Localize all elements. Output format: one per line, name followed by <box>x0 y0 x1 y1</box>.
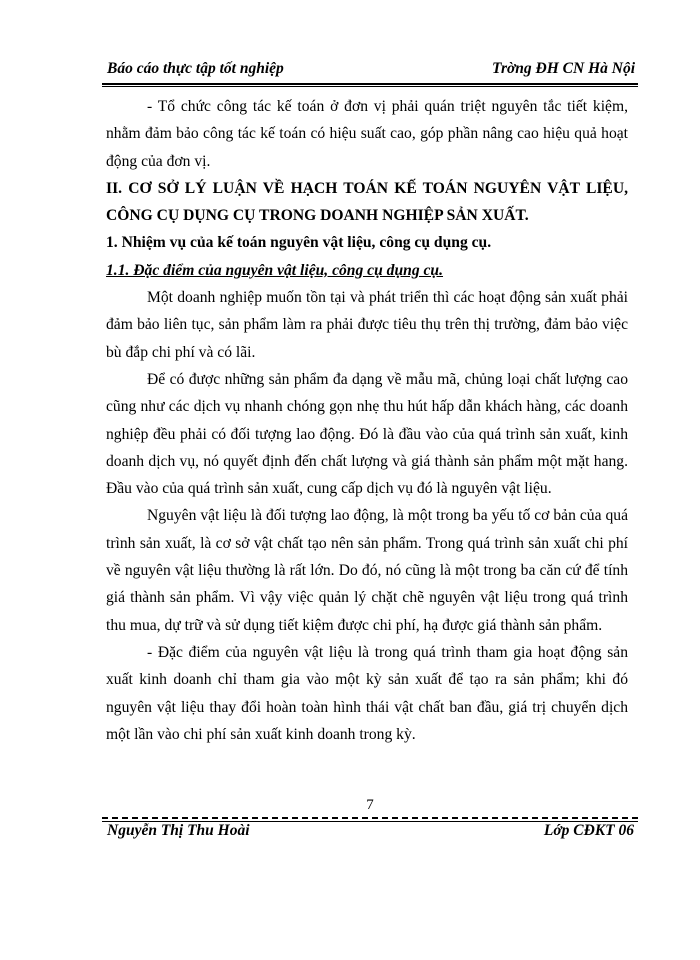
subsubsection-heading: 1.1. Đặc điểm của nguyên vật liệu, công cụ dụng cụ. <box>106 261 444 279</box>
paragraph-1: - Tổ chức công tác kế toán ở đơn vị phải quán triệt nguyên tắc tiết kiệm, nhằm đảm bảo công tác kế toán có hiệu suất cao, góp phần nâng cao hiệu quả hoạt động của đơn vị. <box>106 98 628 170</box>
page-number: 7 <box>366 797 374 813</box>
section-heading: II. CƠ SỞ LÝ LUẬN VỀ HẠCH TOÁN KẾ TOÁN NGUYÊN VẬT LIỆU, CÔNG CỤ DỤNG CỤ TRONG DOANH NGHIỆP SẢN XUẤT. <box>106 179 628 225</box>
header-title-right: Trờng ĐH CN Hà Nội <box>492 60 635 77</box>
paragraph-3: Để có được những sản phẩm đa dạng về mẫu mã, chủng loại chất lượng cao cũng như các dịch vụ nhanh chóng gọn nhẹ thu hút hấp dẫn khách hàng, các doanh nghiệp đều phải có đối tượng lao động. Đó là đầu vào của quá trình sản xuất, kinh doanh dịch vụ, nó quyết định đến chất lượng và giá thành sản phẩm một mặt hang. Đầu vào của quá trình sản xuất, cung cấp dịch vụ đó là nguyên vật liệu. <box>106 370 628 498</box>
footer-author: Nguyễn Thị Thu Hoài <box>107 822 250 839</box>
header-divider <box>102 83 638 85</box>
paragraph-5: - Đặc điểm của nguyên vật liệu là trong quá trình tham gia hoạt động sản xuất kinh doanh chỉ tham gia vào một kỳ sản xuất để tạo ra sản phẩm; khi đó nguyên vật liệu thay đổi hoàn toàn hình thái vật chất ban đầu, giá trị chuyển dịch một lần vào chi phí sản xuất kinh doanh trong kỳ. <box>106 643 628 743</box>
subsection-heading: 1. Nhiệm vụ của kế toán nguyên vật liệu, công cụ dụng cụ. <box>106 234 492 252</box>
paragraph-4: Nguyên vật liệu là đối tượng lao động, là một trong ba yếu tố cơ bản của quá trình sản xuất, là cơ sở vật chất tạo nên sản phẩm. Trong quá trình sản xuất chi phí về nguyên vật liệu thường là rất lớn. Do đó, nó cũng là một trong ba căn cứ để tính giá thành sản phẩm. Vì vậy việc quản lý chặt chẽ nguyên vật liệu trong quá trình thu mua, dự trữ và sử dụng tiết kiệm được chi phí, hạ được giá thành sản phẩm. <box>106 507 628 634</box>
page-body <box>106 93 628 748</box>
footer-class: Lớp CĐKT 06 <box>543 822 634 839</box>
header-title-left: Báo cáo thực tập tốt nghiệp <box>107 60 284 77</box>
paragraph-2: Một doanh nghiệp muốn tồn tại và phát triển thì các hoạt động sản xuất phải đảm bảo liên tục, sản phẩm làm ra phải được tiêu thụ trên thị trường, đảm bảo việc bù đắp chi phí và có lãi. <box>106 289 628 361</box>
header-divider-thin <box>102 86 638 87</box>
footer-divider <box>102 817 638 819</box>
